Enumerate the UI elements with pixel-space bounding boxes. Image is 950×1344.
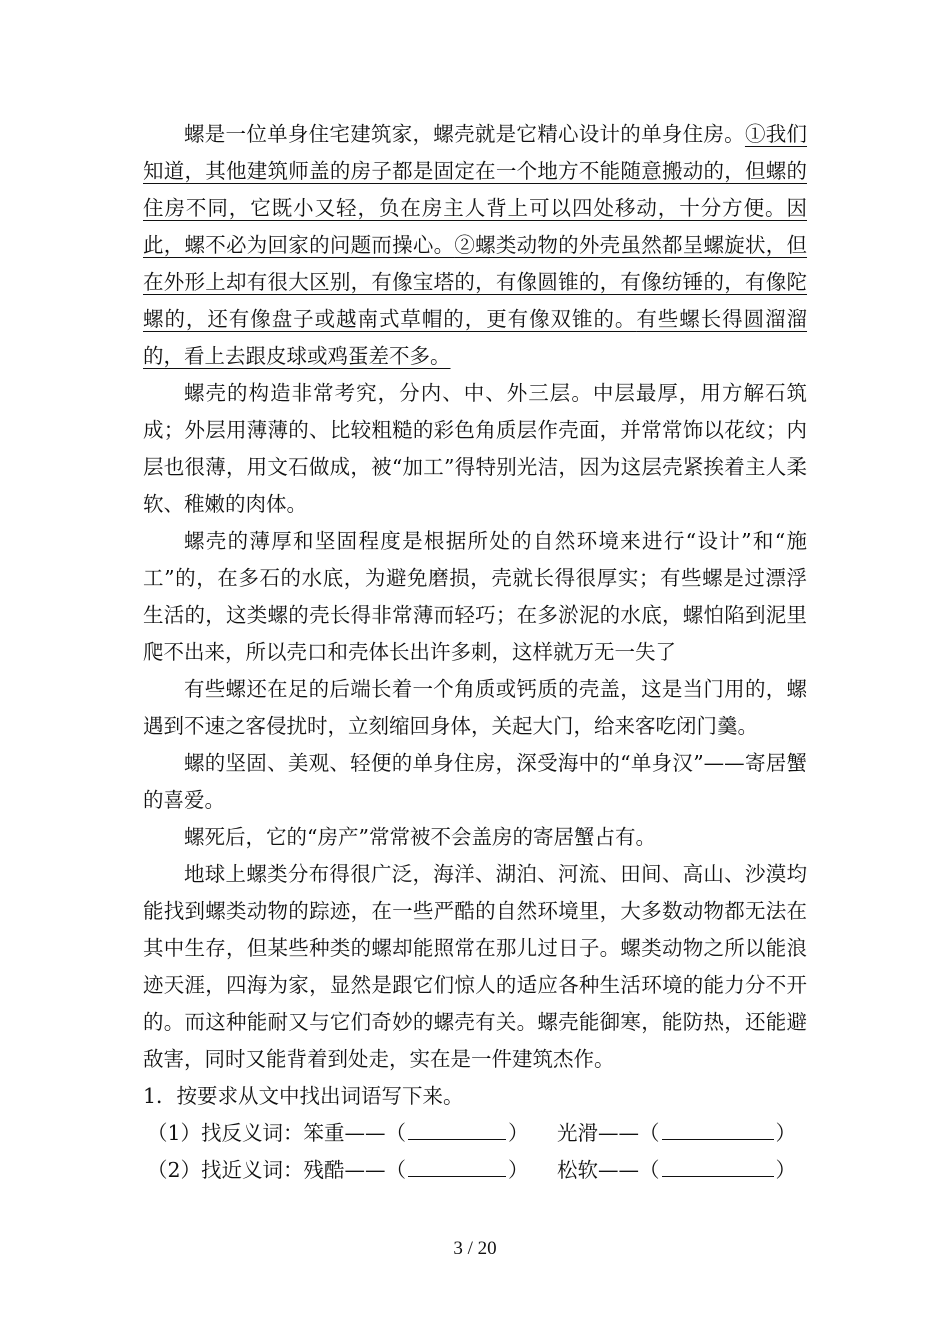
reading-passage <box>143 116 807 1189</box>
closing-paren: ） <box>775 1121 796 1145</box>
underlined-sentence-1: ①我们知道，其他建筑师盖的房子都是固定在一个地方不能随意搬动的，但螺的住房不同，它既小又轻，负在房主人背上可以四处移动，十分方便。 <box>143 122 808 220</box>
antonym-answer-blank-2[interactable] <box>662 1117 774 1140</box>
question-row-2 <box>143 1152 807 1189</box>
paragraph-3: 螺壳的薄厚和坚固程度是根据所处的自然环境来进行“设计”和“施工”的，在多石的水底，为避免磨损，壳就长得很厚实；有些螺是过漂浮生活的，这类螺的壳长得非常薄而轻巧；在多淤泥的水底，螺怕陷到泥里爬不出来，所以壳口和壳体长出许多刺，这样就万无一失了 <box>143 529 807 664</box>
paragraph-1-intro: 螺是一位单身住宅建筑家，螺壳就是它精心设计的单身住房。 <box>184 122 745 146</box>
underlined-sentence-2: ②螺类动物的外壳虽然都呈螺旋状，但在外形上却有很大区别，有像宝塔的，有像圆锥的，有像纺锤的，有像陀螺的，还有像盘子或越南式草帽的，更有像双锥的。 <box>143 233 808 331</box>
antonym-prompt: （1）找反义词：笨重——（ <box>147 1121 407 1145</box>
closing-paren: ） <box>775 1158 796 1182</box>
paragraph-4: 有些螺还在足的后端长着一个角质或钙质的壳盖，这是当门用的，螺遇到不速之客侵扰时，立刻缩回身体，关起大门，给来客吃闭门羹。 <box>143 677 807 738</box>
question-row-2-right <box>557 1152 796 1189</box>
synonym-prompt: （2）找近义词：残酷——（ <box>147 1158 407 1182</box>
closing-paren: ） <box>508 1158 529 1182</box>
antonym-answer-blank-1[interactable] <box>408 1117 506 1140</box>
synonym-answer-blank-1[interactable] <box>408 1154 506 1177</box>
paragraph-1 <box>143 116 807 375</box>
question-row-1-right <box>557 1115 796 1152</box>
synonym-prompt-2: 松软——（ <box>557 1158 660 1182</box>
question-title: 1．按要求从文中找出词语写下来。 <box>143 1084 464 1108</box>
paragraph-6: 螺死后，它的“房产”常常被不会盖房的寄居蟹占有。 <box>184 825 656 849</box>
paragraph-7: 地球上螺类分布得很广泛，海洋、湖泊、河流、田间、高山、沙漠均能找到螺类动物的踪迹，在一些严酷的自然环境里，大多数动物都无法在其中生存，但某些种类的螺却能照常在那儿过日子。螺类动物之所以能浪迹天涯，四海为家，显然是跟它们惊人的适应各种生活环境的能力分不开的。而这种能耐又与它们奇妙的螺壳有关。螺壳能御寒，能防热，还能避敌害，同时又能背着到处走，实在是一件建筑杰作。 <box>143 862 807 1071</box>
paragraph-2: 螺壳的构造非常考究，分内、中、外三层。中层最厚，用方解石筑成；外层用薄薄的、比较粗糙的彩色角质层作壳面，并常常饰以花纹；内层也很薄，用文石做成，被“加工”得特别光洁，因为这层壳紧挨着主人柔软、稚嫩的肉体。 <box>143 381 807 516</box>
question-row-2-left <box>147 1152 529 1189</box>
closing-paren: ） <box>508 1121 529 1145</box>
page-number: 3 / 20 <box>453 1238 497 1259</box>
paragraph-5: 螺的坚固、美观、轻便的单身住房，深受海中的“单身汉”——寄居蟹的喜爱。 <box>143 751 807 812</box>
question-row-1 <box>143 1115 807 1152</box>
question-row-1-left <box>147 1115 529 1152</box>
paragraph-1-middle: 因此，螺不必为回家的问题而操心。 <box>143 196 807 257</box>
paragraph-1-end: 有些螺长得圆溜溜的，看上去跟皮球或鸡蛋差不多。 <box>143 307 808 368</box>
synonym-answer-blank-2[interactable] <box>662 1154 774 1177</box>
antonym-prompt-2: 光滑——（ <box>557 1121 660 1145</box>
